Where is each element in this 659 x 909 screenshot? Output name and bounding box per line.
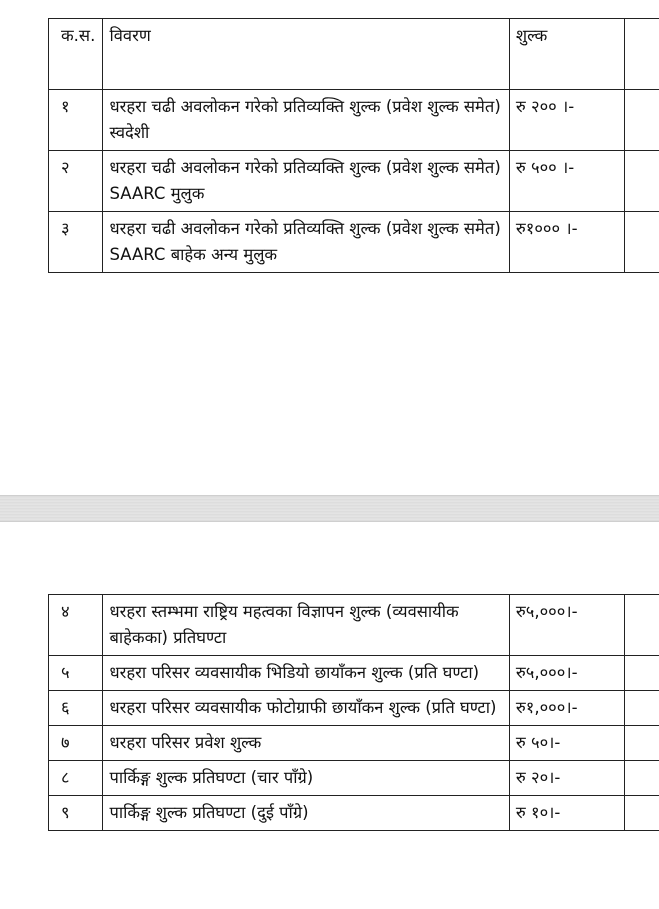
row-fee: रु १०।- [509,796,624,831]
row-extra [625,761,659,796]
row-extra [625,796,659,831]
row-fee: रु५,०००।- [509,595,624,656]
row-extra [625,212,659,273]
row-description: धरहरा चढी अवलोकन गरेको प्रतिव्यक्ति शुल्क (प्रवेश शुल्क समेत) स्वदेशी [103,90,509,151]
row-fee: रु ५०० ।- [509,151,624,212]
page-separator [0,495,659,522]
row-description: धरहरा चढी अवलोकन गरेको प्रतिव्यक्ति शुल्क (प्रवेश शुल्क समेत) SAARC मुलुक [103,151,509,212]
row-fee: रु१,०००।- [509,691,624,726]
row-sn: ६ [49,691,103,726]
table-row [49,90,659,151]
row-extra [625,151,659,212]
header-extra [625,19,659,90]
table-header-row [49,19,659,90]
page-bottom [0,522,659,909]
row-sn: २ [49,151,103,212]
table-row [49,151,659,212]
header-description: विवरण [103,19,509,90]
row-sn: ७ [49,726,103,761]
row-fee: रु ५०।- [509,726,624,761]
row-fee: रु५,०००।- [509,656,624,691]
table-row [49,726,659,761]
table-row [49,761,659,796]
header-fee: शुल्क [509,19,624,90]
table-row [49,212,659,273]
table-row [49,796,659,831]
row-description: धरहरा चढी अवलोकन गरेको प्रतिव्यक्ति शुल्क (प्रवेश शुल्क समेत) SAARC बाहेक अन्य मुलुक [103,212,509,273]
row-fee: रु २०० ।- [509,90,624,151]
row-sn: ९ [49,796,103,831]
row-description: धरहरा परिसर प्रवेश शुल्क [103,726,509,761]
row-description: धरहरा परिसर व्यवसायीक फोटोग्राफी छायाँकन शुल्क (प्रति घण्टा) [103,691,509,726]
table-row [49,691,659,726]
table-row [49,595,659,656]
row-description: धरहरा परिसर व्यवसायीक भिडियो छायाँकन शुल्क (प्रति घण्टा) [103,656,509,691]
row-sn: १ [49,90,103,151]
row-extra [625,726,659,761]
row-extra [625,691,659,726]
fee-table-bottom [48,594,659,831]
row-sn: ५ [49,656,103,691]
row-extra [625,595,659,656]
row-description: पार्किङ्ग शुल्क प्रतिघण्टा (चार पाँग्रे) [103,761,509,796]
row-description: पार्किङ्ग शुल्क प्रतिघण्टा (दुई पाँग्रे) [103,796,509,831]
header-sn: क.स. [49,19,103,90]
row-sn: ३ [49,212,103,273]
row-sn: ४ [49,595,103,656]
fee-table-top [48,18,659,273]
table-row [49,656,659,691]
row-sn: ८ [49,761,103,796]
row-extra [625,90,659,151]
row-extra [625,656,659,691]
row-fee: रु१००० ।- [509,212,624,273]
row-fee: रु २०।- [509,761,624,796]
row-description: धरहरा स्तम्भमा राष्ट्रिय महत्वका विज्ञापन शुल्क (व्यवसायीक बाहेकका) प्रतिघण्टा [103,595,509,656]
